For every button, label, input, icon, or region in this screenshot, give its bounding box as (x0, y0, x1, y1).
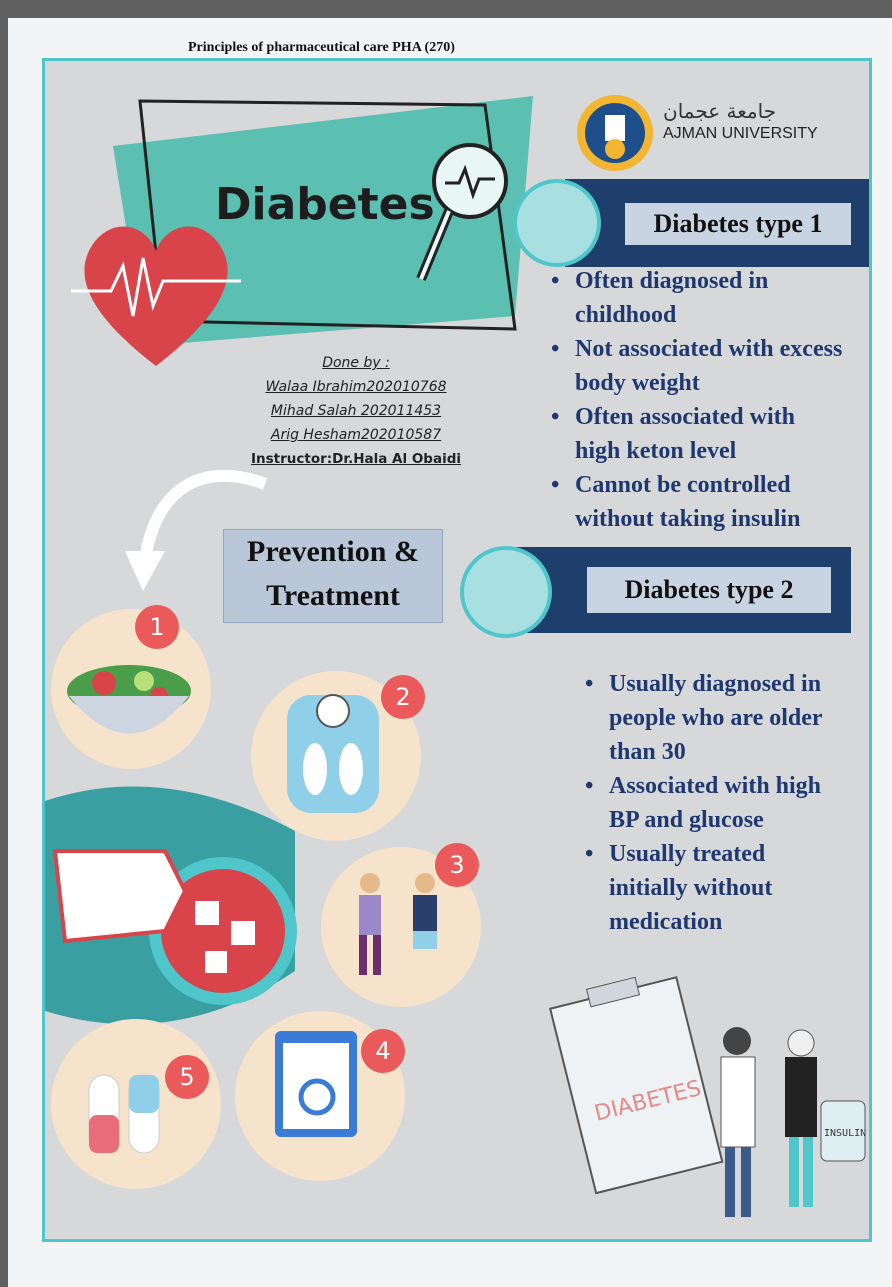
list-item: • Cannot be controlled without taking insulin (545, 468, 845, 536)
list-item: • Usually treated initially without medication (579, 837, 839, 939)
type2-points (579, 667, 839, 939)
heart-icon (71, 206, 241, 376)
prevention-heading (223, 529, 443, 623)
list-item: • Associated with high BP and glucose (579, 769, 839, 837)
university-name-arabic: جامعة عجمان (663, 99, 777, 123)
type2-heading: Diabetes type 2 (585, 565, 833, 615)
author-name: Arig Hesham202010587 (270, 427, 442, 443)
course-header: Principles of pharmaceutical care PHA (270) (188, 40, 455, 55)
document-page (8, 18, 892, 1287)
list-item: • Often associated with high keton level (545, 400, 845, 468)
diabetes-clinic-illustration (545, 981, 867, 1237)
step-number-badge: 1 (135, 605, 179, 649)
magnifier-icon (415, 139, 525, 289)
university-name-english: AJMAN UNIVERSITY (663, 125, 818, 142)
type2-circle (457, 543, 555, 641)
step-number-badge: 3 (435, 843, 479, 887)
step-number-badge: 2 (381, 675, 425, 719)
type1-points (545, 264, 845, 536)
clipboard-report-icon (271, 1021, 361, 1141)
salad-bowl-icon (59, 641, 199, 751)
diabetes-label: DIABETES (592, 1076, 704, 1127)
glucose-test-icon (45, 771, 305, 1041)
type1-heading: Diabetes type 1 (623, 201, 853, 247)
list-item: • Often diagnosed in childhood (545, 264, 845, 332)
author-name: Walaa Ibrahim202010768 (265, 379, 447, 395)
university-logo (575, 93, 655, 173)
pills-icon (85, 1071, 175, 1161)
insulin-label: INSULIN (824, 1128, 867, 1139)
authors-block (231, 351, 481, 471)
poster-title: Diabetes (215, 179, 435, 230)
list-item: • Usually diagnosed in people who are older than 30 (579, 667, 839, 769)
author-name: Mihad Salah 202011453 (270, 403, 442, 419)
prevention-line1: Prevention & (247, 535, 419, 568)
type1-circle (511, 177, 603, 269)
list-item: • Not associated with excess body weight (545, 332, 845, 400)
step-number-badge: 5 (165, 1055, 209, 1099)
prevention-line2: Treatment (266, 579, 400, 612)
poster (42, 58, 872, 1242)
instructor-name: Instructor:Dr.Hala Al Obaidi (250, 451, 462, 467)
step-number-badge: 4 (361, 1029, 405, 1073)
done-by-label: Done by : (322, 355, 390, 371)
